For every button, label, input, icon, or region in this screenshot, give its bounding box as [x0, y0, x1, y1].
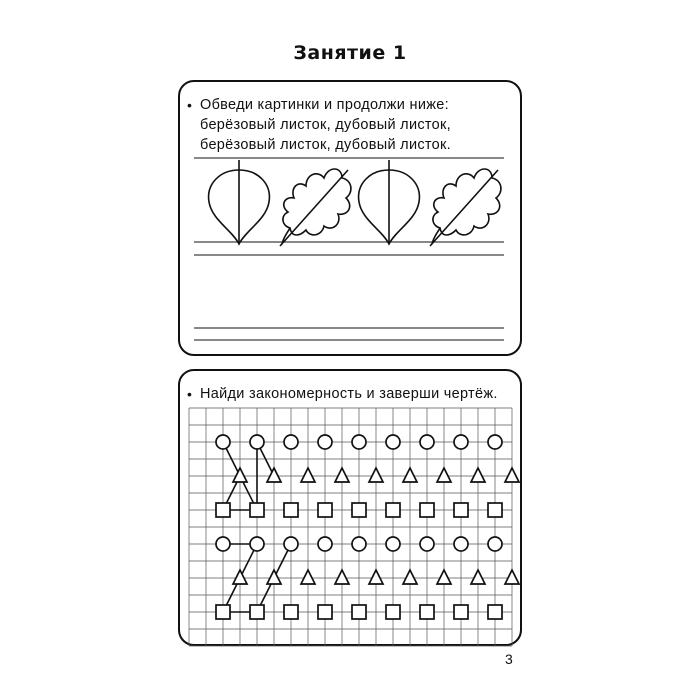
triangle-shape[interactable]	[505, 468, 519, 482]
square-shape[interactable]	[488, 605, 502, 619]
square-shape[interactable]	[250, 605, 264, 619]
circle-shape[interactable]	[352, 537, 366, 551]
square-shape[interactable]	[386, 503, 400, 517]
circle-shape[interactable]	[284, 537, 298, 551]
circle-shape[interactable]	[454, 435, 468, 449]
triangle-shape[interactable]	[301, 468, 315, 482]
circle-shape[interactable]	[488, 435, 502, 449]
circle-shape[interactable]	[216, 537, 230, 551]
oak-leaf-icon[interactable]	[426, 160, 504, 246]
circle-shape[interactable]	[284, 435, 298, 449]
square-shape[interactable]	[216, 503, 230, 517]
oak-leaf-icon[interactable]	[276, 160, 354, 246]
triangle-shape[interactable]	[369, 468, 383, 482]
triangle-shape[interactable]	[505, 570, 519, 584]
triangle-shape[interactable]	[335, 468, 349, 482]
square-shape[interactable]	[454, 503, 468, 517]
page-number: 3	[505, 651, 513, 667]
triangle-shape[interactable]	[301, 570, 315, 584]
task1-instruction-line: берёзовый листок, дубовый листок.	[200, 137, 452, 153]
circle-shape[interactable]	[352, 435, 366, 449]
circle-shape[interactable]	[420, 537, 434, 551]
triangle-shape[interactable]	[471, 570, 485, 584]
circle-shape[interactable]	[318, 537, 332, 551]
triangle-shape[interactable]	[403, 570, 417, 584]
circle-shape[interactable]	[420, 435, 434, 449]
circle-shape[interactable]	[454, 537, 468, 551]
square-shape[interactable]	[420, 605, 434, 619]
square-shape[interactable]	[284, 605, 298, 619]
pattern-grid[interactable]	[180, 371, 524, 648]
square-shape[interactable]	[386, 605, 400, 619]
triangle-shape[interactable]	[233, 570, 247, 584]
triangle-shape[interactable]	[437, 468, 451, 482]
triangle-shape[interactable]	[369, 570, 383, 584]
circle-shape[interactable]	[250, 435, 264, 449]
task1-instruction-line: Обведи картинки и продолжи ниже:	[200, 97, 449, 113]
triangle-shape[interactable]	[403, 468, 417, 482]
circle-shape[interactable]	[386, 435, 400, 449]
task2-instruction-text: Найди закономерность и заверши чертёж.	[200, 386, 498, 402]
birch-leaf-icon[interactable]	[206, 160, 272, 246]
bullet-icon: •	[187, 386, 193, 402]
circle-shape[interactable]	[488, 537, 502, 551]
square-shape[interactable]	[250, 503, 264, 517]
circle-shape[interactable]	[216, 435, 230, 449]
square-shape[interactable]	[420, 503, 434, 517]
birch-leaf-icon[interactable]	[356, 160, 422, 246]
square-shape[interactable]	[352, 503, 366, 517]
lesson-title: Занятие 1	[293, 42, 407, 64]
task1-instruction-line: берёзовый листок, дубовый листок,	[200, 117, 452, 133]
bullet-icon: •	[187, 97, 193, 113]
triangle-shape[interactable]	[267, 468, 281, 482]
square-shape[interactable]	[216, 605, 230, 619]
circle-shape[interactable]	[386, 537, 400, 551]
triangle-shape[interactable]	[335, 570, 349, 584]
triangle-shape[interactable]	[233, 468, 247, 482]
task-card-pattern	[178, 369, 522, 646]
task-card-leaves	[178, 80, 522, 356]
triangle-shape[interactable]	[267, 570, 281, 584]
circle-shape[interactable]	[318, 435, 332, 449]
square-shape[interactable]	[454, 605, 468, 619]
circle-shape[interactable]	[250, 537, 264, 551]
triangle-shape[interactable]	[437, 570, 451, 584]
square-shape[interactable]	[488, 503, 502, 517]
square-shape[interactable]	[352, 605, 366, 619]
square-shape[interactable]	[318, 605, 332, 619]
triangle-shape[interactable]	[471, 468, 485, 482]
square-shape[interactable]	[318, 503, 332, 517]
square-shape[interactable]	[284, 503, 298, 517]
